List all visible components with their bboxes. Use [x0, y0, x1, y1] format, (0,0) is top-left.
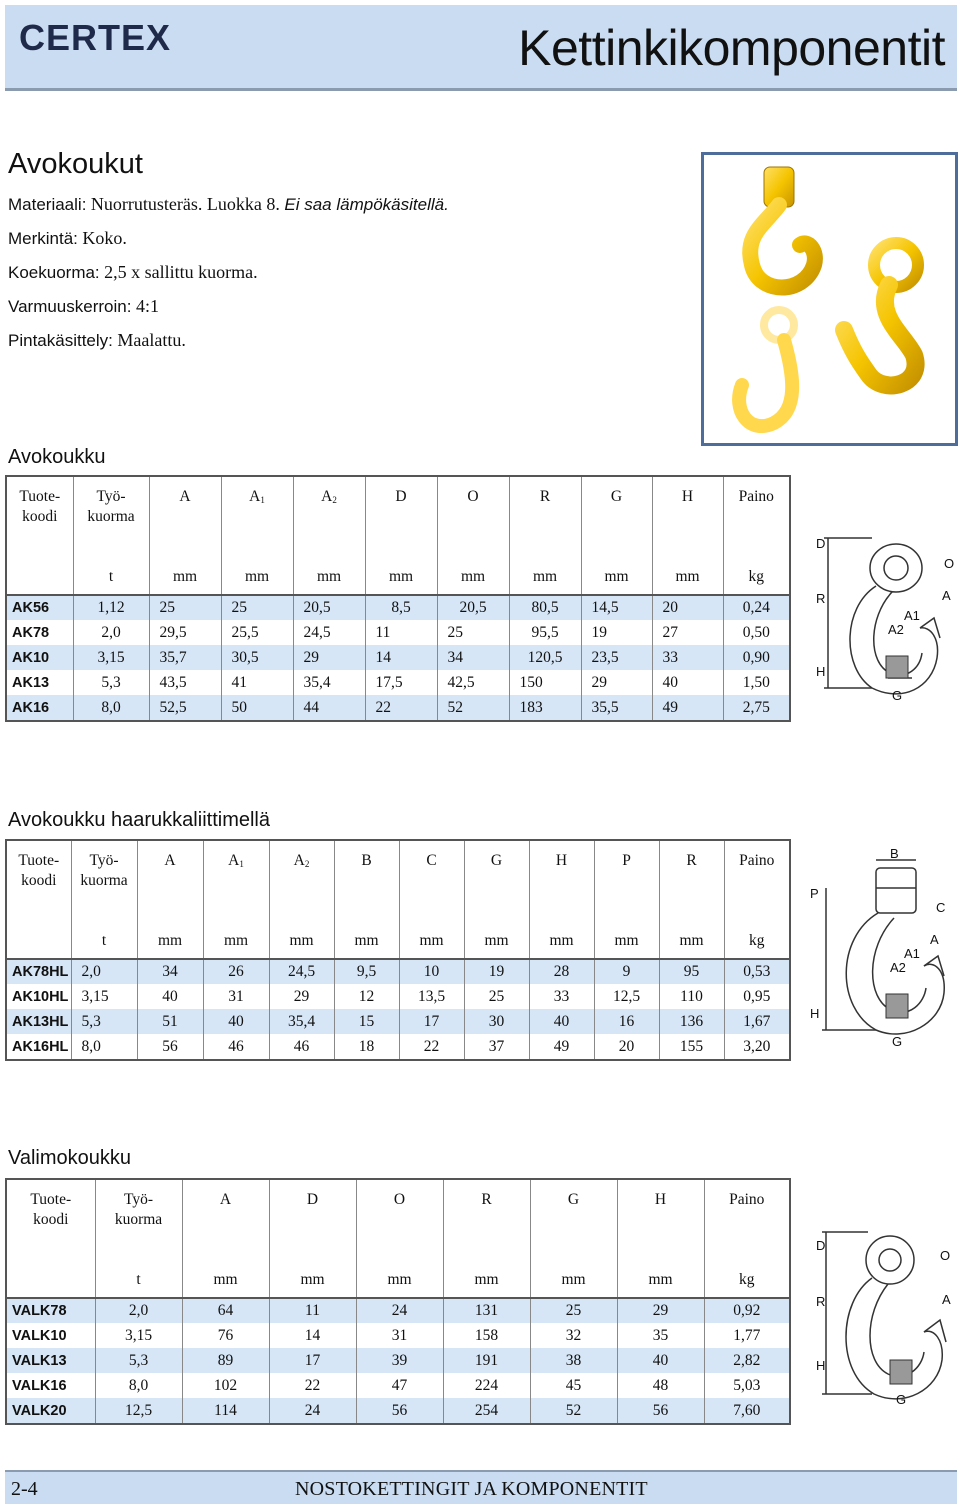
svg-text:B: B: [890, 848, 899, 861]
section-heading-avokoukku: Avokoukku: [8, 446, 106, 468]
table-row: VALK10 3,15 76 14 31 158 32 35 1,77: [7, 1323, 789, 1348]
table-row: AK10HL 3,15 40 31 29 12 13,5 25 33 12,5 110 0,95: [7, 984, 789, 1009]
col-header-a2: $A_2$: [293, 477, 365, 560]
spec-safety-factor: Varmuuskerroin: 4:1: [8, 296, 159, 316]
col-header-b: B: [334, 841, 399, 924]
page-header: [5, 5, 957, 91]
section-heading-haarukka: Avokoukku haarukkaliittimellä: [8, 809, 270, 831]
table-units-row: t mm mm mm mm mm mm mm mm kg: [7, 560, 789, 595]
svg-text:H: H: [816, 664, 826, 679]
svg-text:D: D: [816, 1238, 826, 1253]
col-header-weight: Paino: [724, 841, 789, 924]
svg-text:C: C: [936, 900, 946, 915]
page-footer: [5, 1470, 957, 1504]
page-title: Kettinkikomponentit: [518, 20, 945, 76]
spec-test-load: Koekuorma: 2,5 x sallittu kuorma.: [8, 262, 258, 282]
svg-text:A: A: [942, 1292, 951, 1307]
table-row: AK16 8,0 52,5 50 44 22 52 183 35,5 49 2,75: [7, 695, 789, 720]
table-units-row: t mm mm mm mm mm mm mm mm mm kg: [7, 924, 789, 959]
svg-text:O: O: [944, 556, 955, 571]
col-header-a1: $A_1$: [221, 477, 293, 560]
section-heading-valimokoukku: Valimokoukku: [8, 1147, 132, 1169]
spec-marking: Merkintä: Koko.: [8, 228, 127, 248]
table-row: VALK13 5,3 89 17 39 191 38 40 2,82: [7, 1348, 789, 1373]
table-valimokoukku: [5, 1178, 791, 1425]
spec-surface: Pintakäsittely: Maalattu.: [8, 330, 186, 350]
col-header-a: A: [149, 477, 221, 560]
col-header-load: Työ- kuorma: [71, 841, 137, 924]
section-title: Avokoukut: [8, 148, 143, 180]
table-row: AK10 3,15 35,7 30,5 29 14 34 120,5 23,5 33 0,90: [7, 645, 789, 670]
spec-material: Materiaali: Nuorrutusteräs. Luokka 8. Ei saa lämpökäsitellä.: [8, 194, 449, 214]
col-header-g: G: [464, 841, 529, 924]
svg-text:P: P: [810, 886, 819, 901]
col-header-g: G: [530, 1180, 617, 1263]
col-header-code: Tuote- koodi: [30, 1191, 72, 1228]
svg-text:D: D: [816, 536, 826, 551]
svg-text:A2: A2: [890, 960, 906, 975]
col-header-load: Työ- kuorma: [73, 477, 149, 560]
col-header-g: G: [581, 477, 652, 560]
col-header-a2: $A_2$: [269, 841, 334, 924]
col-header-a: A: [137, 841, 203, 924]
col-header-weight: Paino: [704, 1180, 789, 1263]
table-header-row: [7, 1180, 789, 1263]
svg-text:G: G: [892, 1034, 903, 1049]
col-header-r: R: [659, 841, 724, 924]
col-header-code: Tuote- koodi: [18, 852, 60, 889]
svg-text:H: H: [810, 1006, 820, 1021]
col-header-load: Työ- kuorma: [95, 1180, 182, 1263]
col-header-r: R: [443, 1180, 530, 1263]
table-row: VALK20 12,5 114 24 56 254 52 56 7,60: [7, 1398, 789, 1423]
svg-text:A1: A1: [904, 608, 920, 623]
col-header-o: O: [356, 1180, 443, 1263]
col-header-h: H: [529, 841, 594, 924]
table-header-row: [7, 841, 789, 924]
svg-text:R: R: [816, 1294, 826, 1309]
table-haarukka: [5, 839, 791, 1061]
certex-logo: [19, 21, 254, 55]
col-header-d: D: [269, 1180, 356, 1263]
col-header-h: H: [617, 1180, 704, 1263]
hook-diagram-1: [812, 528, 958, 708]
svg-text:A2: A2: [888, 622, 904, 637]
svg-text:O: O: [940, 1248, 951, 1263]
col-header-h: H: [652, 477, 723, 560]
svg-text:A: A: [930, 932, 939, 947]
svg-text:G: G: [892, 688, 903, 703]
col-header-r: R: [509, 477, 581, 560]
col-header-weight: Paino: [723, 477, 789, 560]
table-row: AK13HL 5,3 51 40 35,4 15 17 30 40 16 136 1,67: [7, 1009, 789, 1034]
table-row: AK78HL 2,0 34 26 24,5 9,5 10 19 28 9 95 0,53: [7, 959, 789, 984]
table-row: VALK16 8,0 102 22 47 224 45 48 5,03: [7, 1373, 789, 1398]
svg-text:A: A: [942, 588, 951, 603]
table-row: AK13 5,3 43,5 41 35,4 17,5 42,5 150 29 40 1,50: [7, 670, 789, 695]
table-row: VALK78 2,0 64 11 24 131 25 29 0,92: [7, 1298, 789, 1323]
svg-text:H: H: [816, 1358, 826, 1373]
col-header-d: D: [365, 477, 437, 560]
col-header-a: A: [182, 1180, 269, 1263]
hook-diagram-2: [806, 848, 956, 1058]
col-header-p: P: [594, 841, 659, 924]
table-units-row: t mm mm mm mm mm mm kg: [7, 1263, 789, 1298]
yellow-hooks-image: [704, 155, 955, 443]
page-number: 2-4: [11, 1478, 38, 1500]
svg-text:R: R: [816, 591, 826, 606]
svg-text:CERTEX: CERTEX: [19, 21, 172, 55]
table-header-row: [7, 477, 789, 560]
svg-text:G: G: [896, 1392, 907, 1407]
col-header-c: C: [399, 841, 464, 924]
table-row: AK16HL 8,0 56 46 46 18 22 37 49 20 155 3,20: [7, 1034, 789, 1059]
table-row: AK78 2,0 29,5 25,5 24,5 11 25 95,5 19 27 0,50: [7, 620, 789, 645]
svg-text:A1: A1: [904, 946, 920, 961]
col-header-code: Tuote- koodi: [19, 488, 61, 525]
hook-diagram-3: [812, 1222, 958, 1412]
table-avokoukku: [5, 475, 791, 722]
hooks-photo: [701, 152, 958, 446]
table-row: AK56 1,12 25 25 20,5 8,5 20,5 80,5 14,5 20 0,24: [7, 595, 789, 620]
col-header-a1: $A_1$: [203, 841, 269, 924]
footer-title: NOSTOKETTINGIT JA KOMPONENTIT: [295, 1478, 648, 1500]
col-header-o: O: [437, 477, 509, 560]
